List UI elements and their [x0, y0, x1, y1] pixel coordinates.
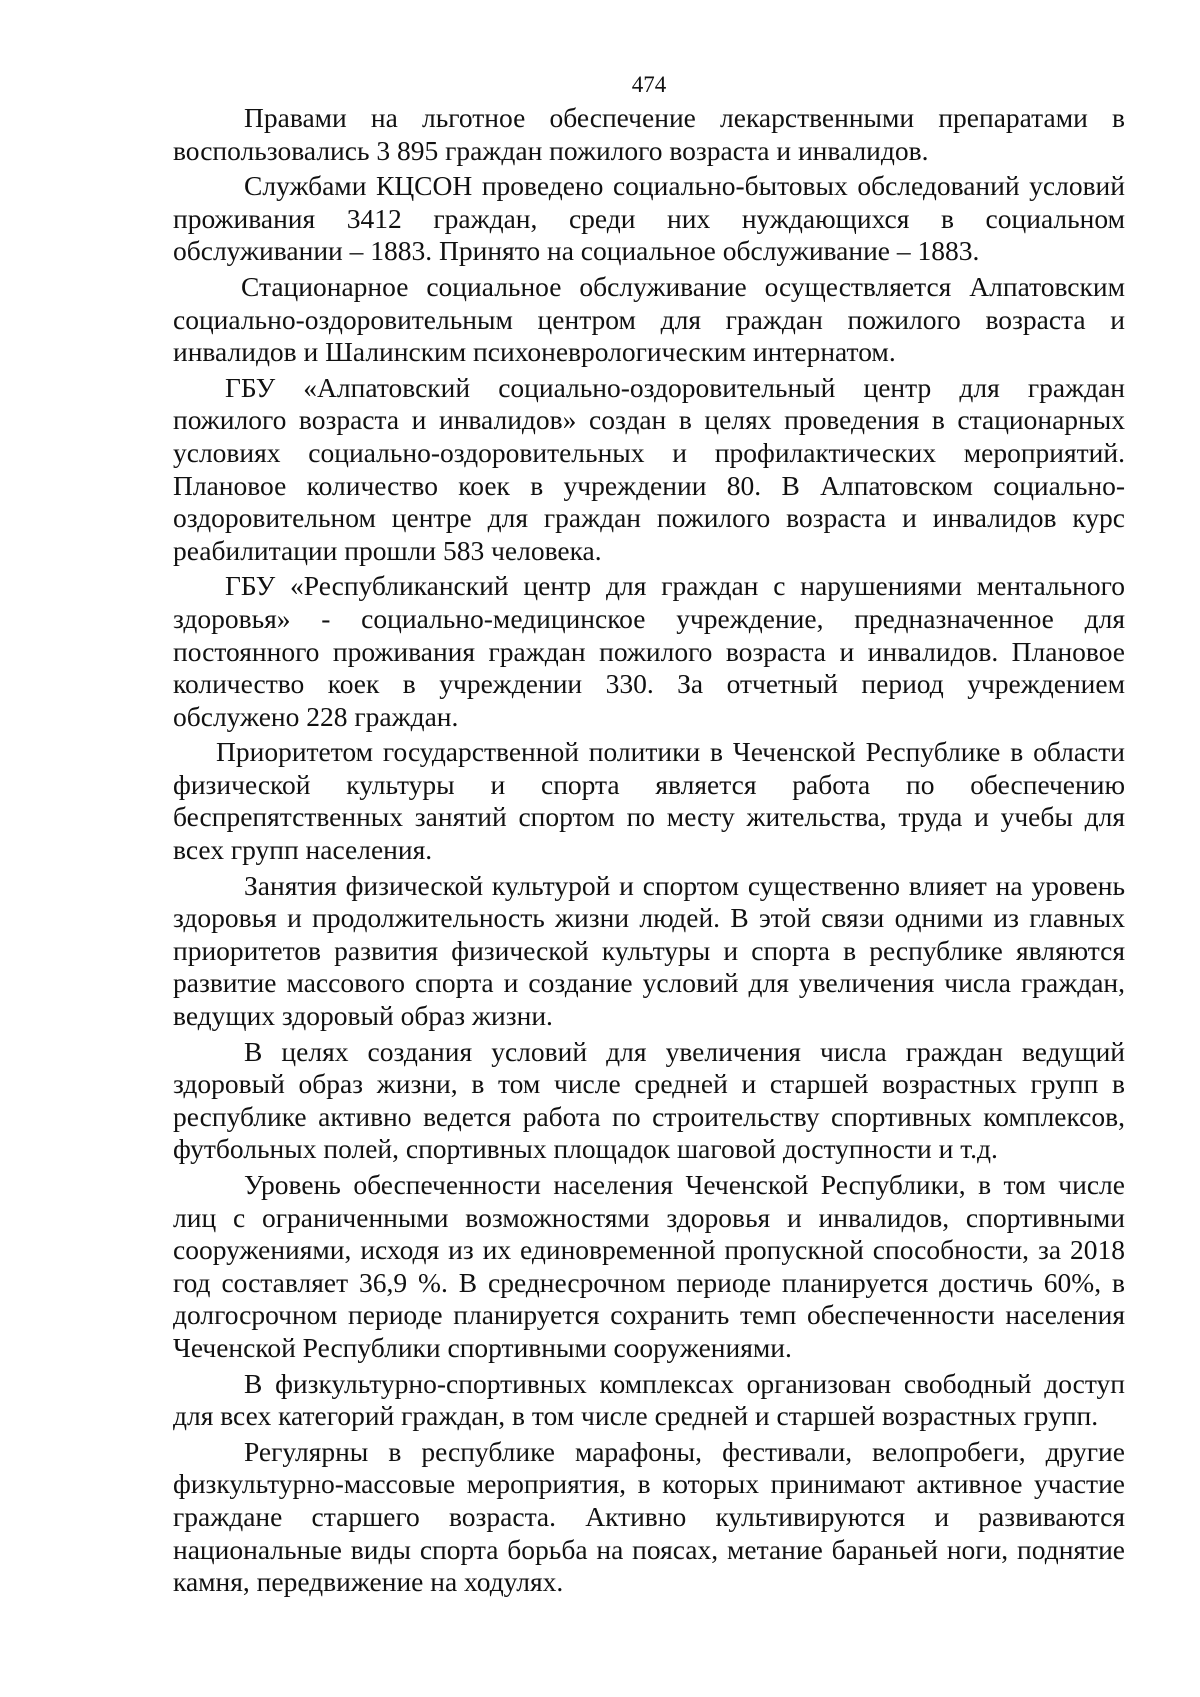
- paragraph-1: Правами на льготное обеспечение лекарственными препаратами в воспользовались 3 895 граждан пожилого возраста и инвалидов.: [173, 102, 1125, 166]
- paragraph-10: В физкультурно-спортивных комплексах организован свободный доступ для всех категорий граждан, в том числе средней и старшей возрастных групп.: [173, 1367, 1125, 1432]
- paragraph-2: Службами КЦСОН проведено социально-бытовых обследований условий проживания 3412 граждан, среди них нуждающихся в социальном обслуживании – 1883. Принято на социальное обслуживание – 1883.: [173, 170, 1125, 267]
- page-number: 474: [631, 72, 667, 97]
- paragraph-7: Занятия физической культурой и спортом существенно влияет на уровень здоровья и продолжительность жизни людей. В этой связи одними из главных приоритетов развития физической культуры и спорта в республике являются развитие массового спорта и создание условий для увеличения числа граждан, ведущих здоровый образ жизни.: [173, 869, 1125, 1032]
- paragraph-5: ГБУ «Республиканский центр для граждан с нарушениями ментального здоровья» - социально-медицинское учреждение, предназначенное для постоянного проживания граждан пожилого возраста и инвалидов. Плановое количество коек в учреждении 330. За отчетный период учреждением обслужено 228 граждан.: [173, 570, 1125, 732]
- paragraph-3: Стационарное социальное обслуживание осуществляется Алпатовским социально-оздоровительным центром для граждан пожилого возраста и инвалидов и Шалинским психоневрологическим интернатом.: [173, 270, 1125, 368]
- paragraph-9: Уровень обеспеченности населения Чеченской Республики, в том числе лиц с ограниченными возможностями здоровья и инвалидов, спортивными сооружениями, исходя из их единовременной пропускной способности, за 2018 год составляет 36,9 %. В среднесрочном периоде планируется достичь 60%, в долгосрочном периоде планируется сохранить темп обеспеченности населения Чеченской Республики спортивными сооружениями.: [173, 1169, 1125, 1363]
- paragraph-4: ГБУ «Алпатовский социально-оздоровительный центр для граждан пожилого возраста и инвалидов» создан в целях проведения в стационарных условиях социально-оздоровительных и профилактических мероприятий. Плановое количество коек в учреждении 80. В Алпатовском социально-оздоровительном центре для граждан пожилого возраста и инвалидов курс реабилитации прошли 583 человека.: [173, 371, 1125, 566]
- paragraph-11: Регулярны в республике марафоны, фестивали, велопробеги, другие физкультурно-массовые мероприятия, в которых принимают активное участие граждане старшего возраста. Активно культивируются и развиваются национальные виды спорта борьба на поясах, метание бараньей ноги, поднятие камня, передвижение на ходулях.: [173, 1435, 1125, 1598]
- paragraph-8: В целях создания условий для увеличения числа граждан ведущий здоровый образ жизни, в том числе средней и старшей возрастных групп в республике активно ведется работа по строительству спортивных комплексов, футбольных полей, спортивных площадок шаговой доступности и т.д.: [173, 1035, 1125, 1165]
- paragraph-6: Приоритетом государственной политики в Чеченской Республике в области физической культуры и спорта является работа по обеспечению беспрепятственных занятий спортом по месту жительства, труда и учебы для всех групп населения.: [173, 736, 1125, 866]
- document-page: [173, 70, 1125, 1602]
